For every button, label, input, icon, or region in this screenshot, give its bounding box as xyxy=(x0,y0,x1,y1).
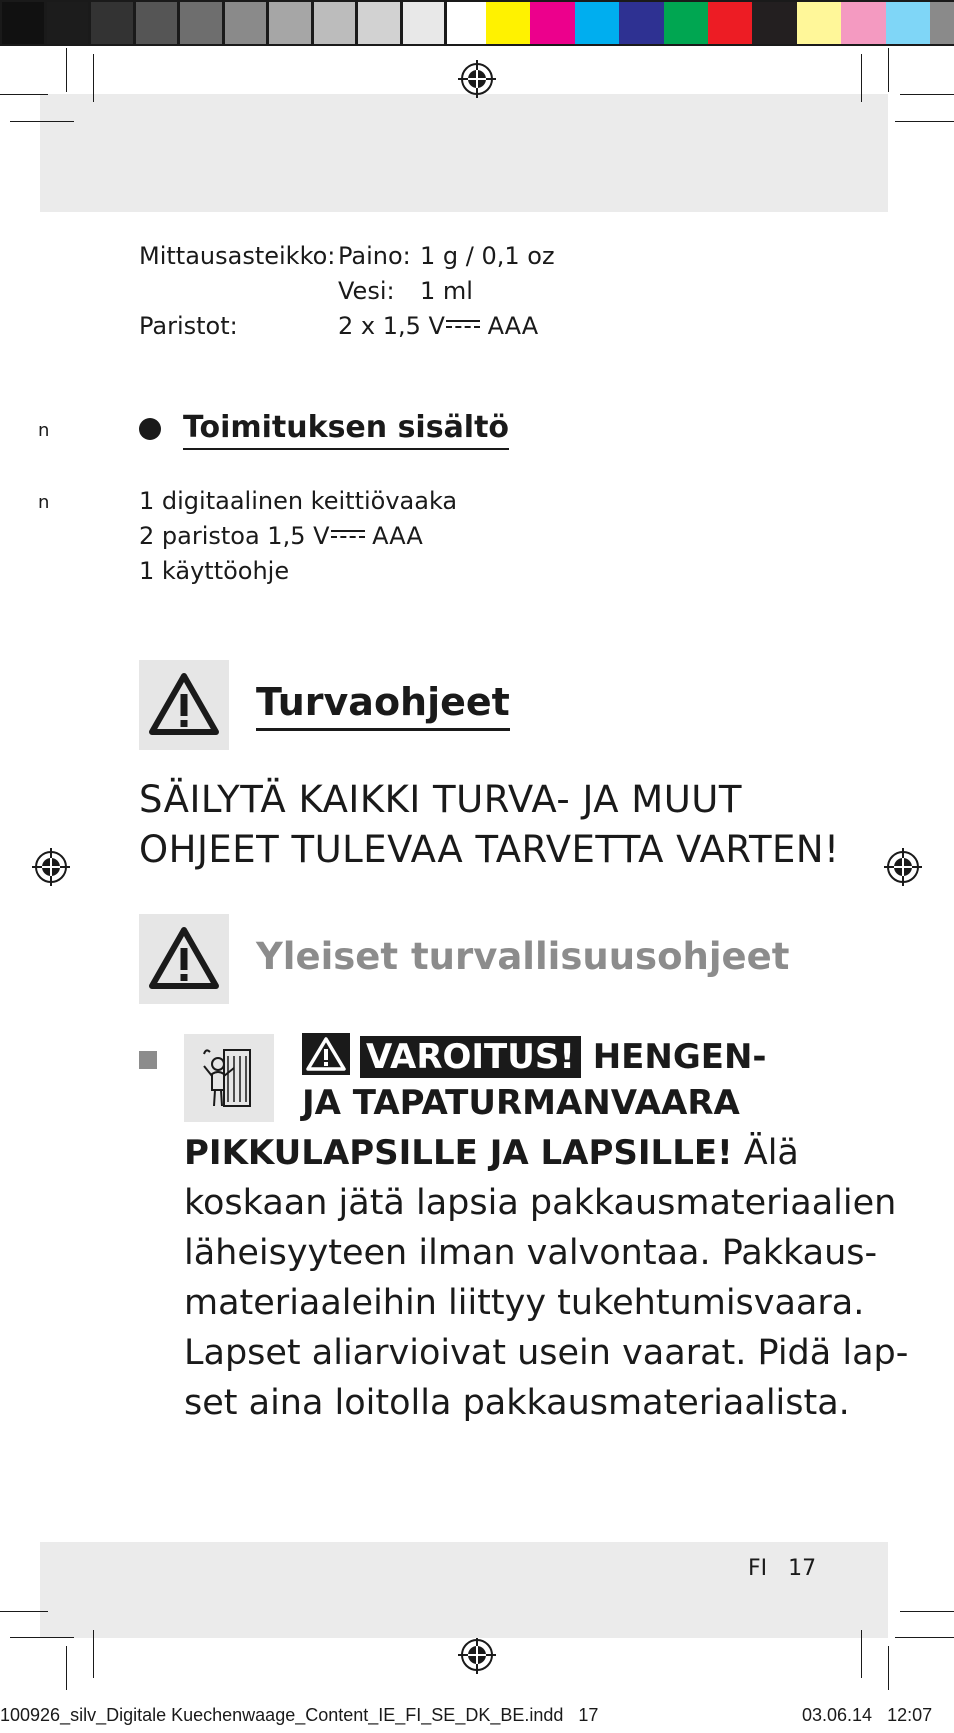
gray-swatch xyxy=(134,0,180,46)
spec-battery-prefix: 2 x 1,5 V xyxy=(338,312,445,340)
warning-body-line: läheisyyteen ilman valvontaa. Pakkaus- xyxy=(184,1233,878,1273)
spec-battery-suffix: AAA xyxy=(487,312,539,340)
keep-instructions-line: OHJEET TULEVAA TARVETTA VARTEN! xyxy=(139,828,840,871)
warning-line-rest: Älä xyxy=(743,1133,799,1173)
edge-mark: n xyxy=(38,492,50,513)
crop-mark xyxy=(0,94,48,95)
slug-date xyxy=(802,1705,932,1726)
color-swatch xyxy=(841,0,886,46)
warning-body-line: koskaan jätä lapsia pakkausmateriaalien xyxy=(184,1183,897,1223)
language-code: FI xyxy=(748,1556,768,1581)
delivery-item: 1 digitaalinen keittiövaaka xyxy=(139,487,458,515)
warning-badge-icon xyxy=(302,1033,350,1075)
delivery-item: 1 käyttöohje xyxy=(139,557,290,585)
spec-water-value: 1 ml xyxy=(420,277,473,305)
spec-range-label: Mittausasteikko: xyxy=(139,242,336,270)
color-swatch xyxy=(797,0,842,46)
warning-triangle-icon xyxy=(302,1033,350,1075)
crop-mark xyxy=(900,94,954,95)
page-footer xyxy=(748,1556,816,1581)
spec-weight-value: 1 g / 0,1 oz xyxy=(420,242,555,270)
header-band xyxy=(40,94,888,212)
gray-swatch xyxy=(45,0,91,46)
spec-battery-value xyxy=(338,312,538,340)
warning-triangle-icon xyxy=(139,660,229,750)
warning-line: JA TAPATURMANVAARA xyxy=(302,1083,740,1123)
warning-line xyxy=(302,1033,767,1080)
crop-mark xyxy=(895,121,954,122)
color-swatch xyxy=(886,0,931,46)
crop-mark xyxy=(0,1611,48,1612)
color-swatch xyxy=(664,0,709,46)
gray-swatch xyxy=(267,0,313,46)
crop-mark xyxy=(900,1611,954,1612)
edge-mark: n xyxy=(38,420,50,441)
delivery-heading: Toimituksen sisältö xyxy=(183,408,509,450)
color-swatch xyxy=(752,0,797,46)
color-swatch xyxy=(708,0,753,46)
warning-line xyxy=(184,1128,799,1178)
color-calibration-strip xyxy=(0,0,954,48)
child-hazard-icon xyxy=(184,1034,274,1122)
spec-weight-label: Paino: xyxy=(338,242,411,270)
child-hazard-box xyxy=(184,1034,274,1122)
color-swatch xyxy=(575,0,620,46)
slug-file-name: 100926_silv_Digitale Kuechenwaage_Content_IE_FI_SE_DK_BE.indd xyxy=(0,1705,564,1725)
crop-mark xyxy=(66,1646,67,1690)
spec-water-label: Vesi: xyxy=(338,277,395,305)
crop-mark xyxy=(10,121,74,122)
warning-body-line: set aina loitolla pakkausmateriaalista. xyxy=(184,1383,850,1423)
warning-label: VAROITUS! xyxy=(360,1036,581,1078)
crop-mark xyxy=(861,54,862,102)
slug-date-value: 03.06.14 xyxy=(802,1705,873,1725)
registration-mark-top xyxy=(458,60,496,98)
dc-symbol-icon xyxy=(446,320,480,332)
delivery-item xyxy=(139,522,423,550)
registration-mark-bottom xyxy=(458,1636,496,1674)
crop-mark xyxy=(861,1630,862,1678)
color-swatch xyxy=(619,0,664,46)
gray-swatch xyxy=(445,0,491,46)
slug-file xyxy=(0,1705,598,1726)
safety-heading: Turvaohjeet xyxy=(256,676,510,731)
gray-swatch xyxy=(89,0,135,46)
slug-time-value: 12:07 xyxy=(887,1705,933,1725)
crop-mark xyxy=(93,1630,94,1678)
gray-swatch xyxy=(401,0,447,46)
warning-triangle-icon xyxy=(139,914,229,1004)
gray-swatch xyxy=(312,0,358,46)
gray-swatch xyxy=(0,0,46,46)
color-swatch xyxy=(930,0,954,46)
warning-body-line: materiaaleihin liittyy tukehtumisvaara. xyxy=(184,1283,865,1323)
slug-file-page: 17 xyxy=(578,1705,599,1725)
dc-symbol-icon xyxy=(331,530,365,542)
color-swatch xyxy=(530,0,575,46)
warning-body-line: Lapset aliarvioivat usein vaarat. Pidä lap- xyxy=(184,1333,909,1373)
crop-mark xyxy=(93,54,94,102)
delivery-item-suffix: AAA xyxy=(372,522,423,550)
registration-mark-left xyxy=(32,848,70,886)
gray-swatch xyxy=(356,0,402,46)
registration-mark-right xyxy=(884,848,922,886)
spec-battery-label: Paristot: xyxy=(139,312,238,340)
crop-mark xyxy=(66,48,67,92)
warning-line-text: HENGEN- xyxy=(592,1037,767,1077)
crop-mark xyxy=(10,1637,74,1638)
delivery-item-prefix: 2 paristoa 1,5 V xyxy=(139,522,330,550)
warning-box xyxy=(139,914,229,1004)
keep-instructions-line: SÄILYTÄ KAIKKI TURVA- JA MUUT xyxy=(139,778,742,821)
list-bullet-icon xyxy=(139,1051,157,1069)
section-bullet-icon xyxy=(139,418,161,440)
color-swatch xyxy=(486,0,531,46)
crop-mark xyxy=(895,1637,954,1638)
crop-mark xyxy=(888,1646,889,1690)
warning-line-bold: PIKKULAPSILLE JA LAPSILLE! xyxy=(184,1133,733,1173)
page-number: 17 xyxy=(788,1556,817,1581)
crop-mark xyxy=(888,48,889,92)
gray-swatch xyxy=(223,0,269,46)
warning-box xyxy=(139,660,229,750)
general-safety-heading: Yleiset turvallisuusohjeet xyxy=(256,935,790,978)
gray-swatch xyxy=(178,0,224,46)
